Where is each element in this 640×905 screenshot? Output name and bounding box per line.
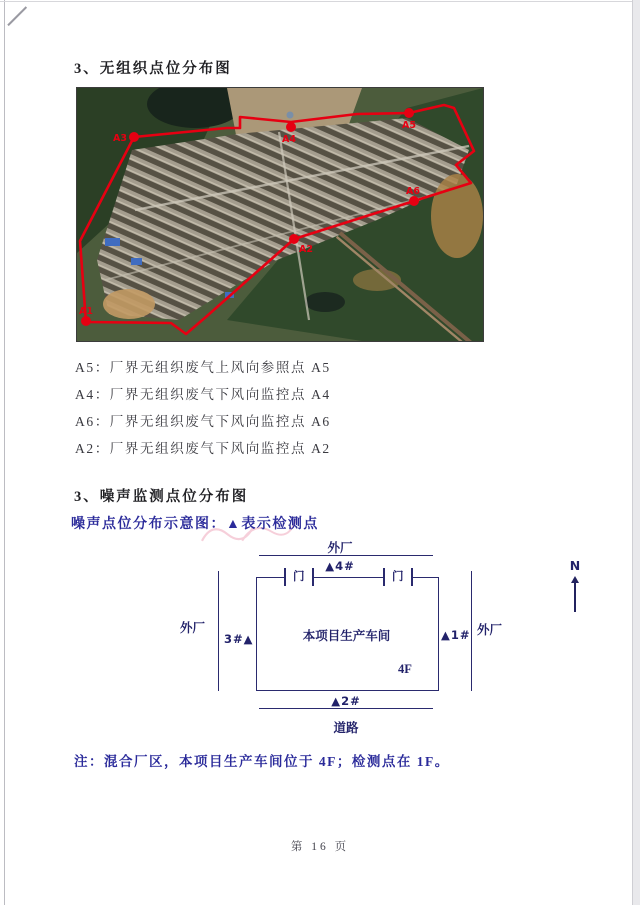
noise-point-2: ▲2# — [331, 694, 361, 708]
door-right — [383, 568, 413, 586]
scan-edge-right — [632, 0, 640, 905]
noise-diagram — [150, 538, 620, 748]
legend-line-a2: A2：厂界无组织废气下风向监控点 A2 — [75, 441, 331, 456]
right-boundary-line — [471, 571, 472, 691]
marker-label-a6: A6 — [406, 186, 420, 197]
bare-soil-left — [103, 289, 155, 319]
door-left — [284, 568, 314, 586]
noise-point-3: 3#▲ — [224, 632, 254, 646]
road-line — [259, 708, 433, 709]
marker-label-a4: A4 — [282, 134, 296, 145]
north-arrow-stem — [574, 581, 576, 612]
gas-section-heading: 3、无组织点位分布图 — [74, 61, 232, 77]
note-text: 注：混合厂区，本项目生产车间位于 4F；检测点在 1F。 — [74, 754, 450, 769]
top-boundary-line — [259, 555, 433, 556]
scan-edge-top — [0, 1, 640, 2]
gas-legend — [75, 354, 331, 462]
marker-dot-a3 — [129, 132, 139, 142]
pond-bottom — [305, 292, 345, 312]
floor-label: 4F — [398, 662, 412, 676]
noise-point-4: ▲4# — [325, 559, 355, 573]
noise-diagram-subtitle: 噪声点位分布示意图：▲表示检测点 — [71, 517, 319, 532]
scan-edge-left — [4, 0, 5, 905]
blue-roof-2 — [131, 258, 142, 265]
marker-label-a5: A5 — [402, 120, 416, 131]
noise-point-1: ▲1# — [441, 628, 471, 642]
outside-factory-right-label: 外厂 — [477, 623, 503, 637]
marker-dot-a6 — [409, 196, 419, 206]
door-left-label: 门 — [293, 571, 305, 583]
scan-corner-artifact — [0, 0, 27, 26]
legend-line-a5: A5：厂界无组织废气上风向参照点 A5 — [75, 360, 331, 375]
outside-factory-top-label: 外厂 — [327, 541, 353, 555]
north-label: N — [569, 558, 581, 573]
marker-label-a3: A3 — [113, 133, 127, 144]
door-left-tick-2 — [312, 568, 314, 586]
marker-label-a1: A1 — [79, 306, 93, 317]
workshop-label: 本项目生产车间 — [302, 629, 391, 643]
page-number: 第 16 页 — [290, 841, 350, 853]
marker-dot-a1 — [81, 316, 91, 326]
marker-dot-a5 — [404, 108, 414, 118]
legend-line-a4: A4：厂界无组织废气下风向监控点 A4 — [75, 387, 331, 402]
map-poi-icon — [287, 112, 294, 119]
door-right-tick-2 — [411, 568, 413, 586]
marker-label-a2: A2 — [299, 244, 313, 255]
noise-section-heading: 3、噪声监测点位分布图 — [74, 489, 249, 505]
outside-factory-left-label: 外厂 — [180, 621, 206, 635]
marker-dot-a4 — [286, 122, 296, 132]
aerial-map-graphic — [77, 88, 483, 341]
legend-line-a6: A6：厂界无组织废气下风向监控点 A6 — [75, 414, 331, 429]
blue-roof-1 — [105, 238, 120, 246]
north-arrow-icon — [571, 576, 579, 612]
left-boundary-line — [218, 571, 219, 691]
marker-dot-a2 — [289, 234, 299, 244]
road-label: 道路 — [333, 721, 359, 735]
aerial-map-image — [76, 87, 484, 342]
door-right-label: 门 — [392, 571, 404, 583]
